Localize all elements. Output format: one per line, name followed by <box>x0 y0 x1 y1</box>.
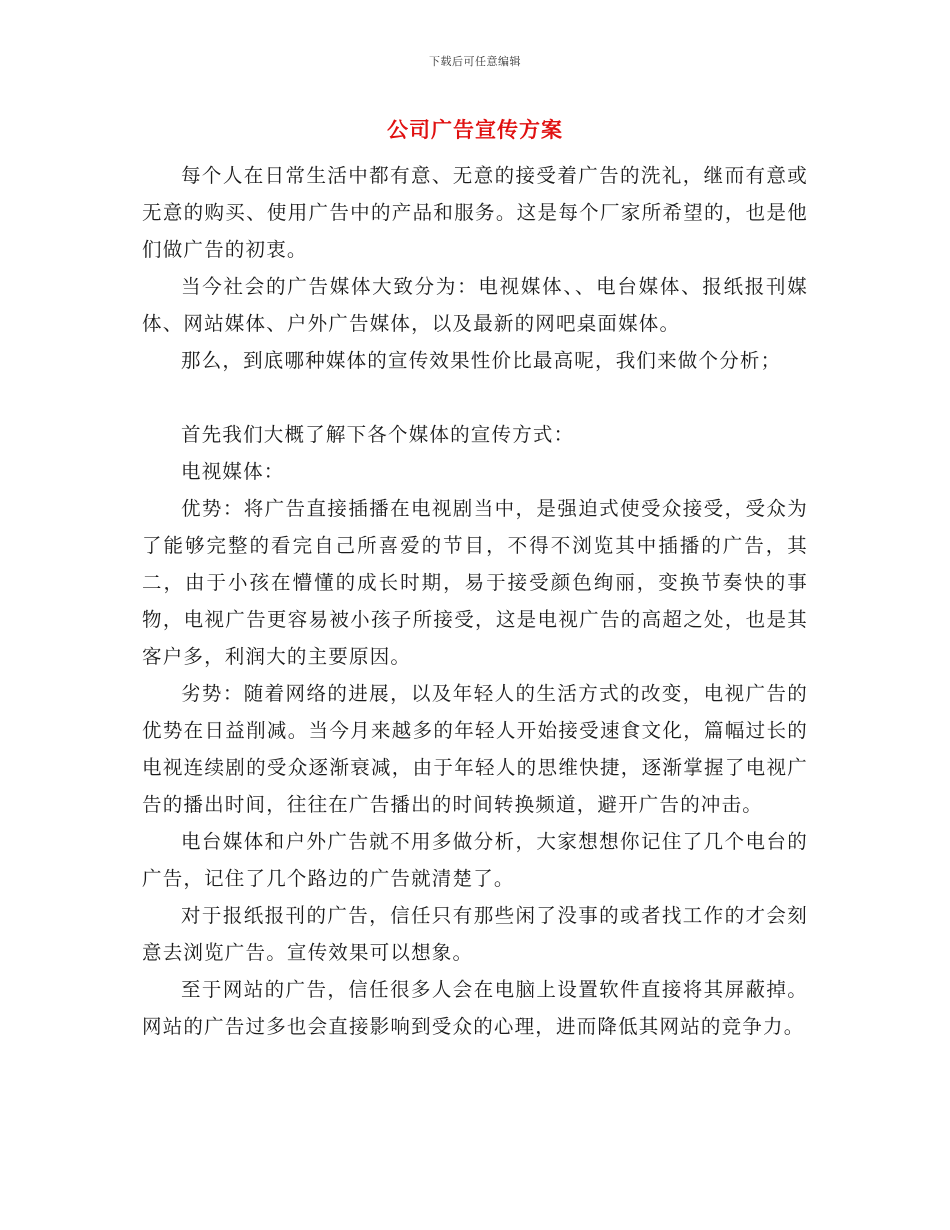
document-body <box>142 157 808 1045</box>
paragraph-tv-advantage: 优势：将广告直接插播在电视剧当中，是强迫式使受众接受，受众为了能够完整的看完自己所喜爱的节目，不得不浏览其中插播的广告，其二，由于小孩在懵懂的成长时期，易于接受颜色绚丽，变换节奏快的事物，电视广告更容易被小孩子所接受，这是电视广告的高超之处，也是其客户多，利润大的主要原因。 <box>142 497 808 668</box>
paragraph-website: 至于网站的广告，信任很多人会在电脑上设置软件直接将其屏蔽掉。网站的广告过多也会直接影响到受众的心理，进而降低其网站的竞争力。 <box>142 978 808 1038</box>
paragraph-intro: 每个人在日常生活中都有意、无意的接受着广告的洗礼，继而有意或无意的购买、使用广告中的产品和服务。这是每个厂家所希望的，也是他们做广告的初衷。 <box>142 164 808 261</box>
blank-line <box>142 379 808 416</box>
paragraph-tv-heading: 电视媒体： <box>181 460 285 483</box>
paragraph-tv-disadvantage: 劣势：随着网络的进展，以及年轻人的生活方式的改变，电视广告的优势在日益削减。当今月来越多的年轻人开始接受速食文化，篇幅过长的电视连续剧的受众逐渐衰减，由于年轻人的思维快捷，逐渐掌握了电视广告的播出时间，往往在广告播出的时间转换频道，避开广告的冲击。 <box>142 682 808 816</box>
header-note: 下载后可任意编辑 <box>429 55 521 68</box>
paragraph-overview: 首先我们大概了解下各个媒体的宣传方式： <box>181 423 575 446</box>
paragraph-radio-outdoor: 电台媒体和户外广告就不用多做分析，大家想想你记住了几个电台的广告，记住了几个路边的广告就清楚了。 <box>142 830 808 890</box>
paragraph-newspaper: 对于报纸报刊的广告，信任只有那些闲了没事的或者找工作的才会刻意去浏览广告。宣传效果可以想象。 <box>142 904 808 964</box>
document-title: 公司广告宣传方案 <box>387 117 563 142</box>
paragraph-question: 那么，到底哪种媒体的宣传效果性价比最高呢，我们来做个分析； <box>181 349 782 372</box>
paragraph-media-types: 当今社会的广告媒体大致分为：电视媒体、、电台媒体、报纸报刊媒体、网站媒体、户外广告媒体，以及最新的网吧桌面媒体。 <box>142 275 808 335</box>
